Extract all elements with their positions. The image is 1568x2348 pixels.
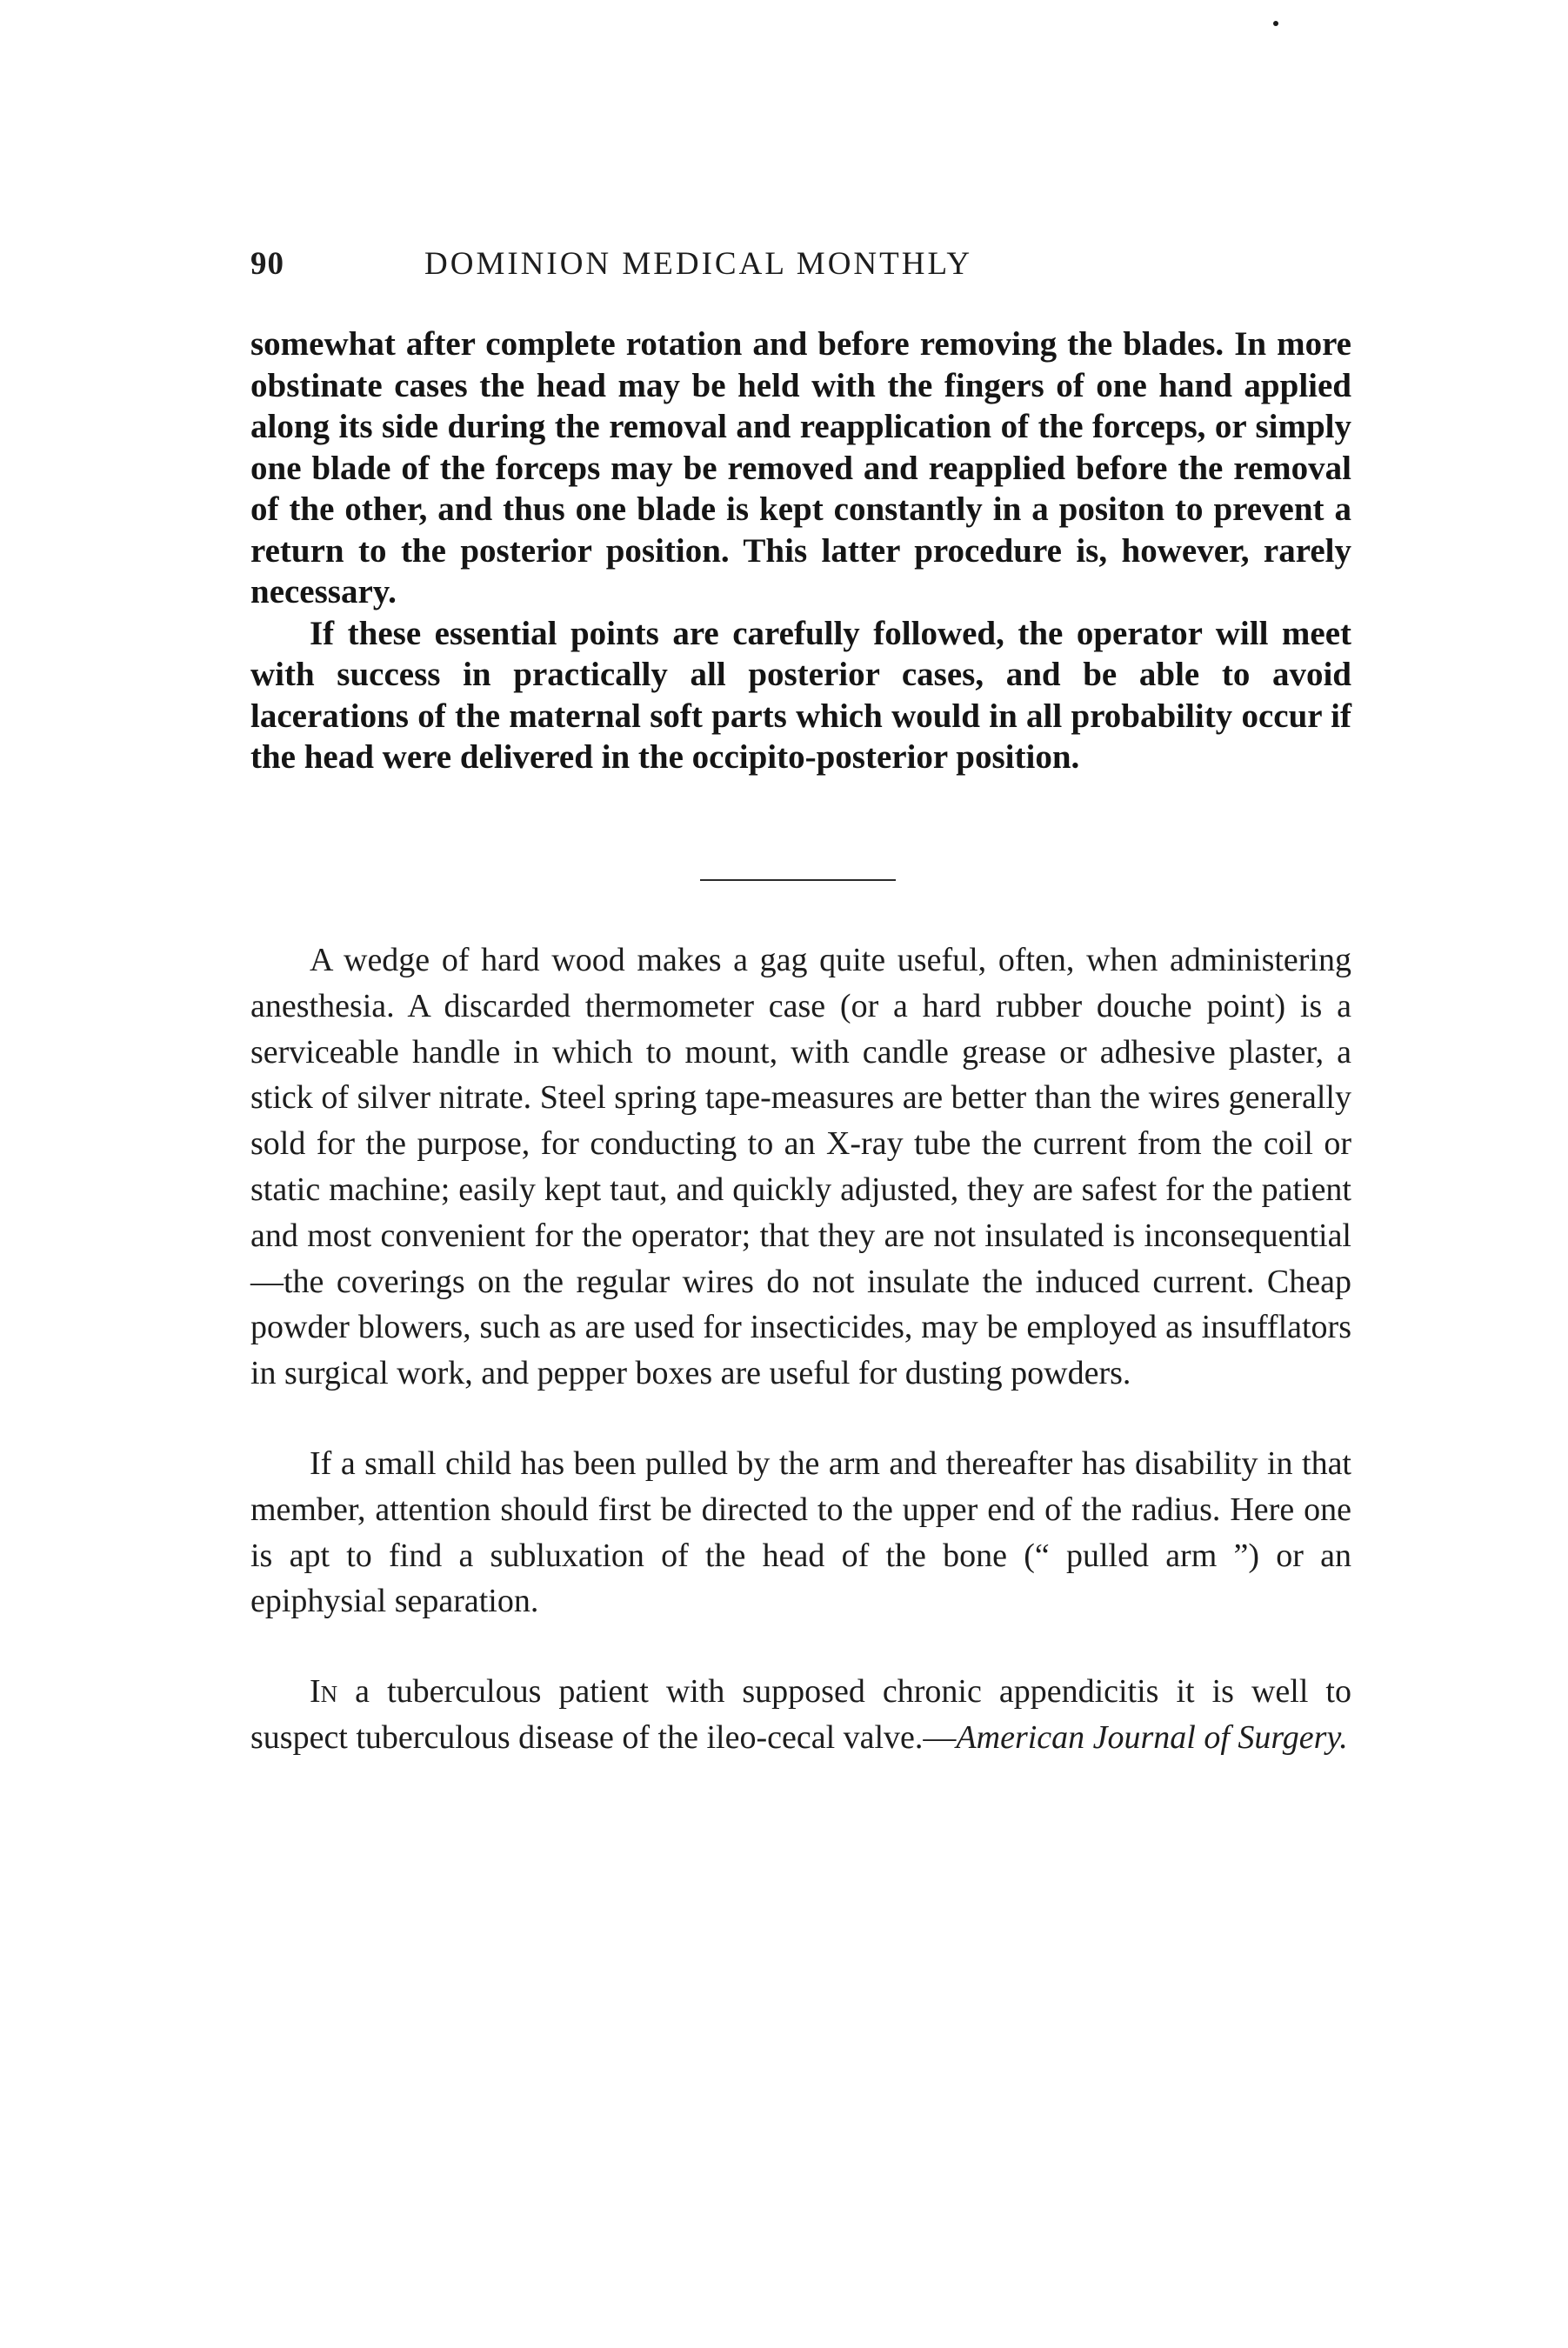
page-number: 90 <box>250 246 284 282</box>
note-paragraph: A wedge of hard wood makes a gag quite useful, often, when administering anesthesia. A discarded thermometer case (or a hard rubber douche point) is a serviceable handle in which to mount, with candle grease or adhesive plaster, a stick of silver nitrate. Steel spring tape-measures are better than the wires generally sold for the purpose, for conducting to an X-ray tube the current from the coil or static machine; easily kept taut, and quickly adjusted, they are safest for the patient and most convenient for the operator; that they are not insulated is inconsequential—the coverings on the regular wires do not insulate the induced current. Cheap powder blowers, such as are used for insecticides, may be employed as insufflators in surgical work, and pepper boxes are useful for dusting powders. <box>250 942 1351 1392</box>
note-paragraph <box>250 1669 1351 1761</box>
paragraph: somewhat after complete rotation and before removing the blades. In more obstinate cases the head may be held with the fingers of one hand applied along its side during the removal and reapplication of the forceps, or simply one blade of the forceps may be removed and reapplied before the removal of the other, and thus one blade is kept constantly in a positon to prevent a return to the posterior position. This latter procedure is, however, rarely necessary. <box>250 325 1351 610</box>
note-text: a tuberculous patient with supposed chronic appendicitis it is well to suspect tuberculous disease of the ileo-cecal valve.— <box>250 1673 1351 1756</box>
article-continuation <box>250 324 1351 778</box>
lead-word: In <box>310 1673 338 1711</box>
practical-notes <box>250 937 1351 1761</box>
running-title: DOMINION MEDICAL MONTHLY <box>424 246 973 282</box>
paragraph: If these essential points are carefully followed, the operator will meet with success in practically all posterior cases, and be able to avoid lacerations of the maternal soft parts which would in all probability occur if the head were delivered in the occipito-posterior position. <box>250 614 1351 776</box>
section-divider <box>700 879 896 881</box>
note-paragraph: If a small child has been pulled by the arm and thereafter has disability in that member, attention should first be directed to the upper end of the radius. Here one is apt to find a subluxation of the head of the bone (“ pulled arm ”) or an epiphysial separation. <box>250 1444 1351 1620</box>
page-header <box>250 245 1351 289</box>
source-citation: American Journal of Surgery. <box>956 1718 1348 1756</box>
ink-speck <box>1273 21 1278 26</box>
